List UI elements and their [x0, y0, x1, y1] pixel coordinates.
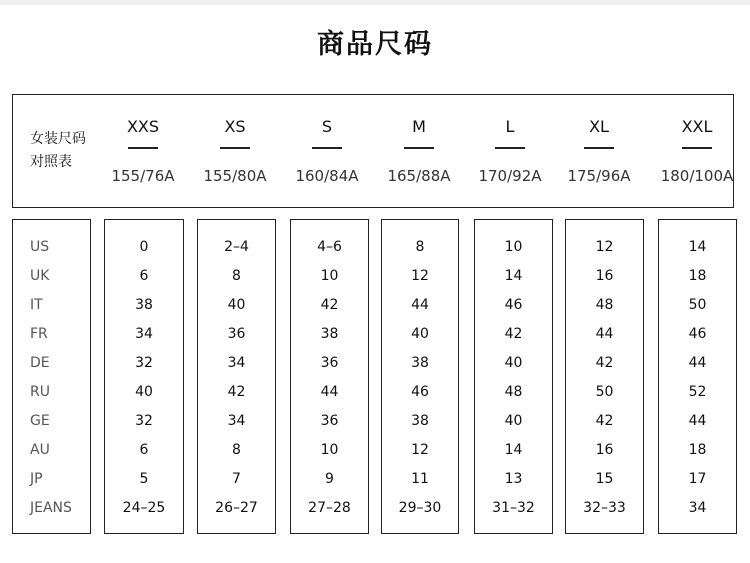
size-value-cell: 38: [411, 413, 429, 429]
size-value-cell: 50: [688, 297, 707, 313]
size-value-cell: 40: [227, 297, 246, 313]
size-value-cell: 42: [595, 355, 614, 371]
size-label: XL: [589, 117, 609, 136]
size-values-column: [658, 219, 737, 534]
region-label: US: [30, 239, 50, 255]
size-value-cell: 44: [688, 355, 707, 371]
size-value-cell: 11: [411, 471, 429, 487]
size-value-cell: 9: [325, 471, 334, 487]
size-value-cell: 36: [320, 413, 339, 429]
size-value-cell: 6: [139, 442, 149, 458]
size-value-cell: 40: [411, 326, 429, 342]
size-value-cell: 44: [595, 326, 614, 342]
size-value-cell: 42: [227, 384, 246, 400]
body-measure: 180/100A: [660, 167, 734, 185]
size-value-cell: 40: [504, 413, 523, 429]
size-value-cell: 12: [411, 268, 429, 284]
size-value-cell: 34: [135, 326, 153, 342]
page-title: 商品尺码: [317, 29, 433, 60]
size-value-cell: 32–33: [583, 500, 626, 516]
region-label: GE: [30, 413, 50, 429]
size-column-xl: [554, 95, 644, 207]
body-measure: 155/76A: [111, 167, 175, 185]
size-value-cell: 48: [504, 384, 523, 400]
region-label: FR: [30, 326, 48, 342]
size-value-cell: 14: [504, 442, 523, 458]
size-value-cell: 32: [135, 413, 153, 429]
region-label: IT: [30, 297, 43, 313]
region-label: DE: [30, 355, 50, 371]
size-underline: [312, 147, 342, 149]
size-value-cell: 38: [135, 297, 153, 313]
size-value-cell: 48: [595, 297, 614, 313]
size-values-column: [381, 219, 459, 534]
size-label: S: [321, 117, 333, 136]
size-column-xxs: [98, 95, 188, 207]
size-value-cell: 44: [320, 384, 339, 400]
size-value-cell: 16: [595, 268, 614, 284]
body-measure: 165/88A: [387, 167, 451, 185]
size-value-cell: 42: [320, 297, 339, 313]
size-column-m: [374, 95, 464, 207]
size-label: M: [412, 117, 426, 136]
size-value-cell: 14: [688, 239, 707, 255]
size-value-cell: 16: [595, 442, 614, 458]
region-label: JEANS: [30, 500, 72, 516]
size-value-cell: 40: [135, 384, 153, 400]
size-value-cell: 34: [227, 413, 246, 429]
size-value-cell: 18: [688, 442, 707, 458]
size-underline: [128, 147, 158, 149]
size-value-cell: 2–4: [224, 239, 249, 255]
size-value-cell: 36: [227, 326, 246, 342]
size-value-cell: 10: [504, 239, 523, 255]
size-value-cell: 29–30: [398, 500, 442, 516]
top-divider: [0, 0, 750, 5]
size-value-cell: 26–27: [215, 500, 258, 516]
body-measure: 175/96A: [567, 167, 631, 185]
size-column-xs: [190, 95, 280, 207]
size-value-cell: 40: [504, 355, 523, 371]
size-column-xxl: [652, 95, 742, 207]
size-value-cell: 36: [320, 355, 339, 371]
size-value-cell: 13: [504, 471, 523, 487]
size-value-cell: 6: [139, 268, 149, 284]
size-underline: [495, 147, 525, 149]
size-value-cell: 18: [688, 268, 707, 284]
size-value-cell: 31–32: [492, 500, 535, 516]
size-values-column: [104, 219, 184, 534]
size-value-cell: 8: [232, 442, 241, 458]
size-value-cell: 12: [595, 239, 614, 255]
size-underline: [220, 147, 250, 149]
size-label: XS: [224, 117, 246, 136]
size-value-cell: 27–28: [308, 500, 351, 516]
size-underline: [404, 147, 434, 149]
body-measure: 160/84A: [295, 167, 359, 185]
size-label: XXL: [681, 117, 713, 136]
size-value-cell: 38: [320, 326, 339, 342]
size-value-cell: 10: [320, 442, 339, 458]
region-label: JP: [30, 471, 43, 487]
size-underline: [682, 147, 712, 149]
size-value-cell: 0: [139, 239, 149, 255]
size-value-cell: 5: [139, 471, 149, 487]
size-value-cell: 34: [688, 500, 707, 516]
size-value-cell: 46: [411, 384, 429, 400]
size-label: L: [505, 117, 515, 136]
size-value-cell: 7: [232, 471, 241, 487]
body-measure: 170/92A: [478, 167, 542, 185]
size-header-panel: [12, 94, 734, 208]
size-value-cell: 38: [411, 355, 429, 371]
size-values-column: [474, 219, 553, 534]
chart-label: [30, 128, 86, 174]
size-values-column: [197, 219, 276, 534]
size-value-cell: 32: [135, 355, 153, 371]
size-column-s: [282, 95, 372, 207]
size-value-cell: 44: [688, 413, 707, 429]
size-value-cell: 50: [595, 384, 614, 400]
size-value-cell: 12: [411, 442, 429, 458]
size-value-cell: 4–6: [317, 239, 342, 255]
size-value-cell: 8: [415, 239, 425, 255]
size-underline: [584, 147, 614, 149]
size-value-cell: 34: [227, 355, 246, 371]
region-label: AU: [30, 442, 50, 458]
size-value-cell: 15: [595, 471, 614, 487]
size-label: XXS: [126, 117, 160, 136]
size-value-cell: 17: [688, 471, 707, 487]
size-value-cell: 46: [688, 326, 707, 342]
size-value-cell: 14: [504, 268, 523, 284]
region-label: RU: [30, 384, 50, 400]
region-label-column: [12, 219, 91, 534]
region-label: UK: [30, 268, 50, 284]
size-value-cell: 46: [504, 297, 523, 313]
size-values-column: [290, 219, 369, 534]
size-values-column: [565, 219, 644, 534]
size-value-cell: 52: [688, 384, 707, 400]
chart-label-line2: 对照表: [30, 154, 72, 170]
size-value-cell: 42: [504, 326, 523, 342]
body-measure: 155/80A: [203, 167, 267, 185]
size-value-cell: 8: [232, 268, 241, 284]
size-value-cell: 44: [411, 297, 429, 313]
size-value-cell: 24–25: [122, 500, 166, 516]
size-value-cell: 10: [320, 268, 339, 284]
size-column-l: [465, 95, 555, 207]
size-value-cell: 42: [595, 413, 614, 429]
chart-label-line1: 女装尺码: [30, 131, 86, 147]
